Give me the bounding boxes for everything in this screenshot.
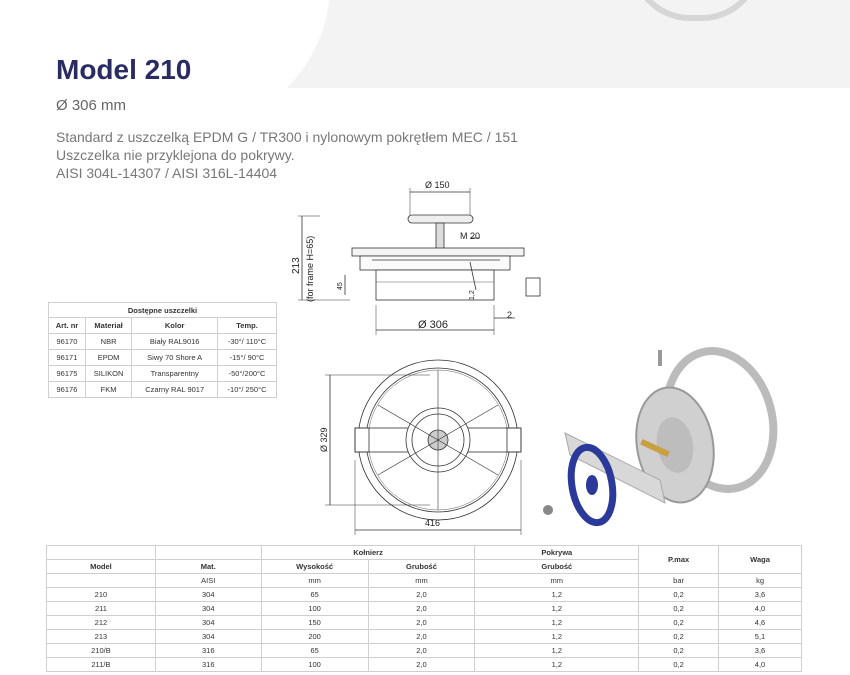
spec-header-grubosc-pokrywa: Grubość [475,560,639,574]
page-subtitle: Ø 306 mm [56,97,127,114]
seals-header-cell: Temp. [218,318,277,334]
spec-unit-cell: mm [368,574,475,588]
seals-table [48,302,277,398]
seals-cell: -15°/ 90°C [218,350,277,366]
seals-row [49,366,277,382]
spec-empty-cell [47,546,156,560]
seals-cell: -30°/ 110°C [218,334,277,350]
seals-header-cell: Art. nr [49,318,86,334]
spec-cell: 211 [47,602,156,616]
spec-cell: 3,6 [719,644,802,658]
dim-diameter-label: Ø 306 [418,319,448,331]
spec-row [47,658,802,672]
spec-cell: 213 [47,630,156,644]
spec-cell: 200 [261,630,368,644]
specification-table [46,545,802,672]
spec-row [47,616,802,630]
spec-unit-cell: mm [475,574,639,588]
spec-header-waga: Waga [719,546,802,574]
spec-cell: 0,2 [639,616,719,630]
spec-cell: 65 [261,644,368,658]
dim-frame-label: (for frame H=65) [305,235,315,302]
seals-cell: Biały RAL9016 [132,334,218,350]
spec-cell: 1,2 [475,658,639,672]
spec-cell: 100 [261,658,368,672]
spec-cell: 65 [261,588,368,602]
dim-2-label: 2 [507,310,513,320]
dim-416-label: 416 [425,518,441,528]
spec-cell: 1,2 [475,588,639,602]
spec-unit-cell [47,574,156,588]
page-title: Model 210 [56,54,192,85]
seals-cell: -50°/200°C [218,366,277,382]
spec-cell: 1,2 [475,602,639,616]
spec-cell: 211/B [47,658,156,672]
spec-cell: 1,2 [475,616,639,630]
seals-header-cell: Kolor [132,318,218,334]
spec-row [47,602,802,616]
spec-cell: 0,2 [639,644,719,658]
spec-cell: 2,0 [368,630,475,644]
seals-cell: -10°/ 250°C [218,382,277,398]
spec-group-pokrywa: Pokrywa [475,546,639,560]
spec-header-pmax: P.max [639,546,719,574]
seals-cell: NBR [85,334,131,350]
seals-cell: 96171 [49,350,86,366]
spec-row [47,644,802,658]
spec-unit-cell: mm [261,574,368,588]
spec-cell: 150 [261,616,368,630]
spec-cell: 304 [155,616,261,630]
spec-cell: 210/B [47,644,156,658]
spec-cell: 0,2 [639,588,719,602]
spec-header-grubosc: Grubość [368,560,475,574]
spec-cell: 304 [155,630,261,644]
spec-cell: 316 [155,658,261,672]
spec-cell: 0,2 [639,658,719,672]
spec-empty-cell [155,546,261,560]
description-line: Uszczelka nie przyklejona do pokrywy. [56,147,295,163]
spec-cell: 212 [47,616,156,630]
spec-header-wysokosc: Wysokość [261,560,368,574]
spec-group-kolnierz: Kołnierz [261,546,475,560]
seals-cell: 96170 [49,334,86,350]
spec-cell: 0,2 [639,630,719,644]
spec-cell: 1,2 [475,644,639,658]
spec-row [47,588,802,602]
spec-cell: 3,6 [719,588,802,602]
seals-table-caption: Dostępne uszczelki [49,303,277,318]
spec-cell: 100 [261,602,368,616]
spec-cell: 1,2 [475,630,639,644]
dim-height-label: 213 [291,257,302,274]
dim-329-label: Ø 329 [319,427,329,452]
seals-row [49,334,277,350]
seals-cell: 96176 [49,382,86,398]
dim-12-label: 1,2 [469,290,476,300]
spec-cell: 2,0 [368,644,475,658]
seals-header-cell: Materiał [85,318,131,334]
spec-unit-cell: AISI [155,574,261,588]
seals-cell: SILIKON [85,366,131,382]
dim-45-label: 45 [337,282,344,290]
spec-header-model: Model [47,560,156,574]
technical-drawing [280,170,565,540]
seals-cell: EPDM [85,350,131,366]
spec-units-row [47,574,802,588]
description-line: AISI 304L-14307 / AISI 316L-14404 [56,165,278,181]
spec-header-mat: Mat. [155,560,261,574]
spec-unit-cell: bar [639,574,719,588]
spec-unit-cell: kg [719,574,802,588]
seals-cell: Transparentny [132,366,218,382]
seals-cell: 96175 [49,366,86,382]
spec-cell: 210 [47,588,156,602]
spec-cell: 316 [155,644,261,658]
seals-row [49,350,277,366]
spec-row [47,630,802,644]
seals-cell: FKM [85,382,131,398]
spec-cell: 4,6 [719,616,802,630]
dim-handwheel-label: Ø 150 [425,180,450,190]
spec-cell: 4,0 [719,602,802,616]
spec-cell: 2,0 [368,588,475,602]
spec-cell: 304 [155,602,261,616]
spec-cell: 304 [155,588,261,602]
spec-cell: 2,0 [368,616,475,630]
seals-cell: Siwy 70 Shore A [132,350,218,366]
dim-thread-label: M 20 [460,231,481,241]
spec-cell: 0,2 [639,602,719,616]
seals-row [49,382,277,398]
spec-cell: 2,0 [368,658,475,672]
product-exploded-image [540,345,810,535]
spec-cell: 2,0 [368,602,475,616]
spec-cell: 5,1 [719,630,802,644]
description-line: Standard z uszczelką EPDM G / TR300 i nylonowym pokrętłem MEC / 151 [56,129,518,145]
spec-cell: 4,0 [719,658,802,672]
seals-cell: Czarny RAL 9017 [132,382,218,398]
